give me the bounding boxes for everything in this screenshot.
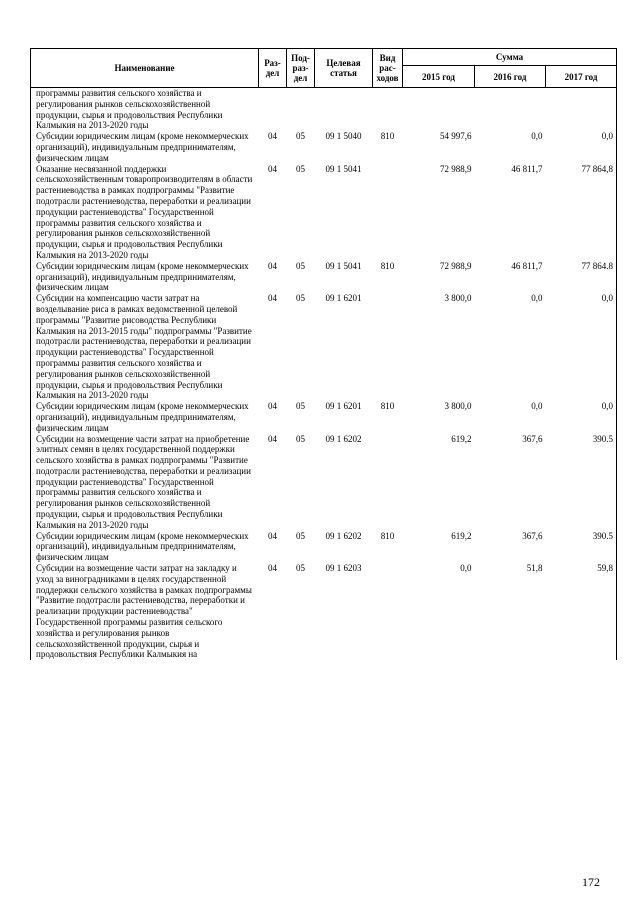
row-amount-2017: 0,0 [546, 401, 617, 433]
row-name: программы развития сельского хозяйства и регулирования рынков сельскохозяйственной продукции, сырья и продовольствия Республики Калмыкия на 2013-2020 годы [31, 88, 259, 132]
row-name: Оказание несвязанной поддержки сельскохозяйственным товаропроизводителям в области растениеводства в рамках подпрограммы "Развитие подотрасли растениеводства, переработки и реализации продукции растениеводства" Государственной программы развития сельского хозяйства и регулирования рынков сельскохозяйственной продукции, сырья и продовольствия Республики Калмыкия на 2013-2020 годы [31, 164, 259, 261]
row-expense-type [373, 434, 403, 531]
row-section [259, 88, 287, 132]
row-target-article: 09 1 5041 [325, 163, 362, 174]
row-section: 04 [268, 563, 277, 574]
row-expense-type [373, 563, 403, 660]
row-amount-2015: 3 800,0 [444, 293, 472, 304]
header-sum: Сумма [403, 49, 617, 66]
header-expense-type: Вид рас- ходов [373, 49, 403, 88]
row-section: 04 [268, 433, 277, 444]
row-amount-2017: 77 864,8 [546, 164, 617, 261]
row-amount-2017: 77 864.8 [546, 261, 617, 293]
row-target-article: 09 1 6202 [325, 433, 362, 444]
row-section: 04 [268, 401, 277, 412]
table-body [31, 88, 617, 661]
row-amount-2017: 59,8 [546, 563, 617, 660]
row-name: Субсидии юридическим лицам (кроме некоммерческих организаций), индивидуальным предпринимателям, физическим лицам [31, 401, 259, 433]
row-amount-2017: 390.5 [546, 531, 617, 563]
row-amount-2016: 367,6 [522, 530, 543, 541]
row-name: Субсидии на компенсацию части затрат на возделывание риса в рамках ведомственной целевой программы "Развитие рисоводства Республики Калмыкия на 2013-2015 годы" подпрограммы "Развитие подотрасли растениеводства, переработки и реализации продукции растениеводства" Государственной программы развития сельского хозяйства и регулирования рынков сельскохозяйственной продукции, сырья и продовольствия Республики Калмыкия на 2013-2020 годы [31, 293, 259, 401]
row-target-article: 09 1 6202 [325, 530, 362, 541]
row-name: Субсидии юридическим лицам (кроме некоммерческих организаций), индивидуальным предпринимателям, физическим лицам [31, 531, 259, 563]
row-amount-2016: 51,8 [526, 563, 543, 574]
row-subsection: 05 [296, 131, 305, 142]
row-amount-2016: 46 811,7 [511, 260, 543, 271]
row-target-article: 09 1 6201 [325, 293, 362, 304]
row-amount-2016: 0,0 [531, 131, 543, 142]
row-name: Субсидии на возмещение части затрат на закладку и уход за виноградниками в целях государственной поддержки сельского хозяйства в рамках подпрограммы "Развитие подотрасли растениеводства, переработки и реализации продукции растениеводства" Государственной программы развития сельского хозяйства и регулирования рынков сельскохозяйственной продукции, сырья и продовольствия Республики Калмыкия на [31, 563, 259, 660]
table-header [31, 49, 617, 88]
table-row [31, 434, 617, 531]
row-amount-2015: 619,2 [451, 530, 472, 541]
row-section: 04 [268, 163, 277, 174]
row-subsection: 05 [296, 260, 305, 271]
header-year-2016: 2016 год [475, 66, 546, 88]
row-amount-2015: 72 988,9 [440, 163, 472, 174]
row-amount-2015: 619,2 [451, 433, 472, 444]
row-target-article: 09 1 5041 [325, 260, 362, 271]
row-expense-type: 810 [380, 401, 395, 412]
row-expense-type: 810 [380, 260, 395, 271]
table-row [31, 88, 617, 132]
row-name: Субсидии юридическим лицам (кроме некоммерческих организаций), индивидуальным предпринимателям, физическим лицам [31, 261, 259, 293]
row-amount-2016: 0,0 [531, 293, 543, 304]
row-amount-2017: 0,0 [546, 293, 617, 401]
row-target-article: 09 1 6203 [325, 563, 362, 574]
row-section: 04 [268, 293, 277, 304]
row-section: 04 [268, 260, 277, 271]
table-row [31, 131, 617, 163]
row-expense-type [373, 88, 403, 132]
row-amount-2017 [546, 88, 617, 132]
row-expense-type [373, 164, 403, 261]
row-name: Субсидии юридическим лицам (кроме некоммерческих организаций), индивидуальным предпринимателям, физическим лицам [31, 131, 259, 163]
row-amount-2017: 0,0 [546, 131, 617, 163]
table-row [31, 164, 617, 261]
row-section: 04 [268, 530, 277, 541]
row-subsection: 05 [296, 401, 305, 412]
table-row [31, 531, 617, 563]
row-expense-type [373, 293, 403, 401]
row-subsection: 05 [296, 163, 305, 174]
budget-table [30, 48, 617, 660]
row-amount-2016: 46 811,7 [511, 163, 543, 174]
row-amount-2015 [403, 88, 475, 132]
row-amount-2015: 3 800,0 [444, 401, 472, 412]
header-subsection: Под- раз- дел [287, 49, 315, 88]
table-row [31, 293, 617, 401]
table-row [31, 261, 617, 293]
header-year-2017: 2017 год [546, 66, 617, 88]
table-row [31, 401, 617, 433]
row-subsection [287, 88, 315, 132]
row-target-article: 09 1 5040 [325, 131, 362, 142]
row-target-article: 09 1 6201 [325, 401, 362, 412]
header-section: Раз- дел [259, 49, 287, 88]
row-subsection: 05 [296, 293, 305, 304]
row-subsection: 05 [296, 563, 305, 574]
row-amount-2015: 72 988,9 [440, 260, 472, 271]
row-amount-2016 [475, 88, 546, 132]
row-amount-2015: 0,0 [460, 563, 472, 574]
header-name: Наименование [31, 49, 259, 88]
header-target-article: Целевая статья [315, 49, 373, 88]
row-amount-2016: 0,0 [531, 401, 543, 412]
row-amount-2016: 367,6 [522, 433, 543, 444]
table-row [31, 563, 617, 660]
row-expense-type: 810 [380, 530, 395, 541]
row-section: 04 [268, 131, 277, 142]
row-name: Субсидии на возмещение части затрат на приобретение элитных семян в целях государственной поддержки сельского хозяйства в рамках подпрограммы "Развитие подотрасли растениеводства, переработки и реализации продукции растениеводства" Государственной программы развития сельского хозяйства и регулирования рынков сельскохозяйственной продукции, сырья и продовольствия Республики Калмыкия на 2013-2020 годы [31, 434, 259, 531]
row-subsection: 05 [296, 530, 305, 541]
row-amount-2017: 390.5 [546, 434, 617, 531]
row-expense-type: 810 [380, 131, 395, 142]
row-target-article [315, 88, 373, 132]
row-amount-2015: 54 997,6 [440, 131, 472, 142]
header-year-2015: 2015 год [403, 66, 475, 88]
row-subsection: 05 [296, 433, 305, 444]
page-number: 172 [582, 875, 600, 889]
